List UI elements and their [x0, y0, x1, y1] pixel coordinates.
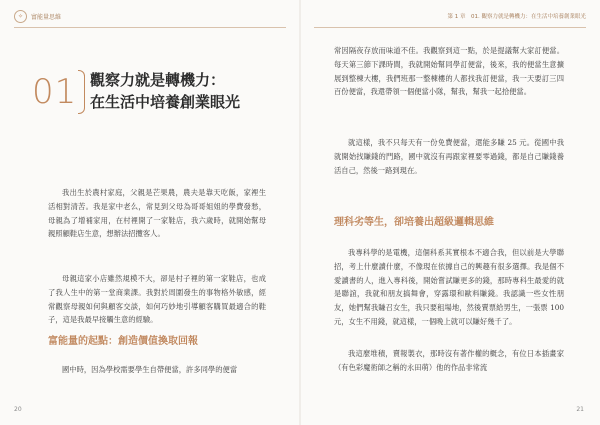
- paragraph-text: 母親這家小店雖然規模不大，卻是村子裡的第一家鞋店，也成了我人生中的第一堂商業課。我對於周圍發生的事物格外敏感，經常觀察母親如何與顧客交談，如何巧妙地引導顧客購買最適合的鞋子，這是我最早接觸生意的經驗。: [48, 274, 266, 325]
- paragraph-text: 就這樣，我不只每天有一份免費便當，還能多賺 25 元。從國中我就開始找賺錢的門路，國中就沒有再跟家裡要零過錢，都是自己賺錢養活自己，然後一路到現在。: [334, 138, 564, 175]
- paragraph: [334, 246, 564, 329]
- page-number: 20: [14, 406, 22, 413]
- header-rule: [314, 27, 586, 28]
- section-heading: 理科劣等生，卻培養出超級邏輯思維: [334, 217, 494, 228]
- paragraph: [334, 136, 564, 177]
- right-page: [300, 0, 600, 425]
- paragraph-text: 國中時，因為學校需要學生自帶便當，許多同學的便當: [62, 365, 238, 374]
- paragraph: [334, 44, 564, 99]
- chapter-title-line1: 觀察力就是轉機力：: [90, 71, 226, 89]
- page-number: 21: [576, 406, 584, 413]
- chapter-number: 01: [32, 72, 78, 112]
- chapter-bracket-icon: [78, 70, 85, 114]
- paragraph: [48, 363, 266, 377]
- section-heading: 富能量的起點：創造價值換取回報: [48, 336, 198, 347]
- paragraph: [48, 186, 266, 241]
- paragraph: [334, 347, 564, 375]
- paragraph-text: 我出生於農村家庭，父親是芒果農，農夫是靠天吃飯，家裡生活相對清苦。我是家中老么，常見到父母為哥哥姐姐的學費發愁，母親為了增補家用，在村裡開了一家鞋店，我六歲時，就開始幫母親照顧鞋店生意，想辦法招攬客人。: [48, 188, 266, 239]
- book-title: 富能量思維: [31, 14, 62, 21]
- running-header-right: 第 1 章 01. 觀察力就是轉機力：在生活中培養創業眼光: [447, 14, 586, 20]
- chapter-title-line2: 在生活中培養創業眼光: [90, 93, 241, 111]
- header-rule: [14, 27, 286, 28]
- paragraph-text: 我這麼堆積，賣報製衣，那時沒有著作權的概念，有位日本插畫家（有色彩魔術師之稱的永田萌）他的作品非常流: [334, 349, 564, 372]
- chapter-title: [90, 69, 240, 113]
- running-header-left: [14, 10, 61, 23]
- paragraph-text: 我專科學的是電機，這個科系其實根本不適合我，但以前是大學聯招，考上什麼讀什麼，不像現在依據自己的興趣有很多選擇。我是個不愛讀書的人，進入專科後，開始嘗試賺更多的錢，那時專科生最愛的就是聯誼，我就和朋友搞舞會，穿露環和歐料賺錢。我認識一些女性朋友，她們幫我賺召女生，我只要租場地，然後賣票給男生，一張票 100 元，女生不用錢，就這樣，一個晚上就可以賺好幾千了。: [334, 248, 564, 326]
- paragraph-text: 常因隔夜存放而味道不佳。我觀察到這一點，於是提議幫大家訂便當。每天第三節下課時間，我就開始幫同學訂便當，後來，我的便當生意擴展到整棟大樓，我們班那一整棟樓的人都找我訂便當，我一天要訂三四百份便當，我還帶領一個便當小隊，幫我，幫我一起拾便當。: [334, 46, 564, 97]
- paragraph: [48, 272, 266, 327]
- book-logo-icon: ✧: [14, 10, 27, 23]
